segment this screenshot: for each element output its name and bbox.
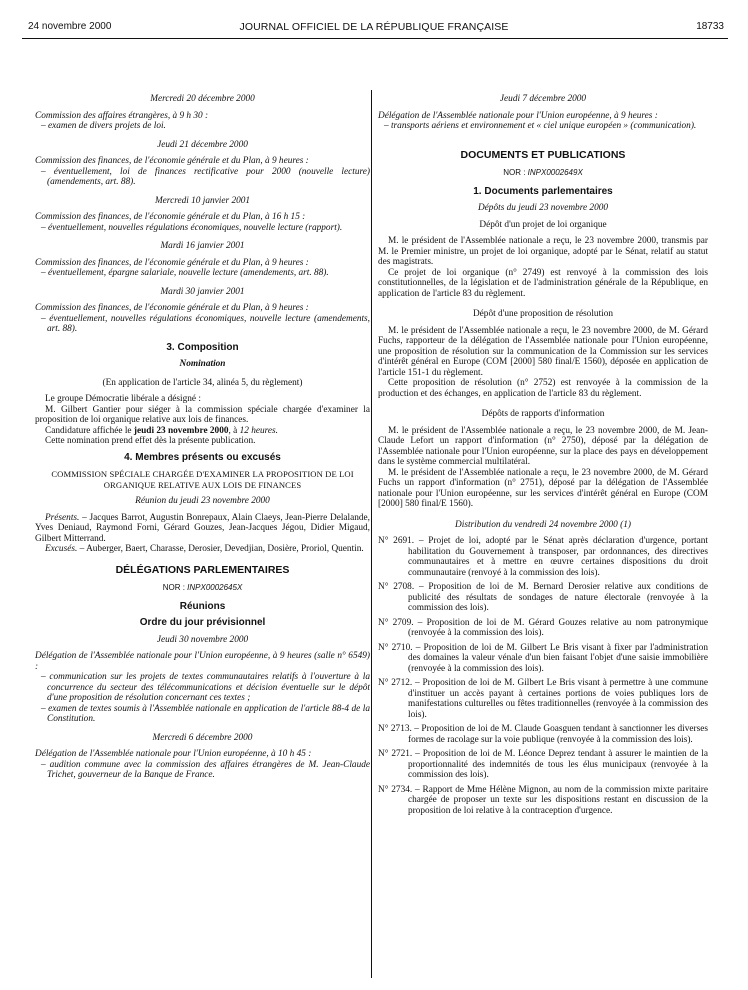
agenda-commission: Commission des finances, de l'économie générale et du Plan, à 9 heures :	[35, 303, 309, 313]
presents-list: – Jacques Barrot, Augustin Bonrepaux, Alain Claeys, Jean-Pierre Delalande, Yves Deniaud, Raymond Forni, Gérard Gouzes, Jean-Jacques Jégou, Didier Migaud, Gilbert Mitterrand.	[35, 512, 370, 544]
list-item: N° 2691. – Projet de loi, adopté par le Sénat après déclaration d'urgence, portant habilitation du Gouvernement à transposer, par ordonnances, des directives communautaires et à mettre en œuvre certaines dispositions du droit communautaire (renvoyé à la commission des lois).	[378, 536, 708, 578]
text: Candidature affichée le	[45, 425, 134, 436]
agenda-item: – éventuellement, loi de finances rectificative pour 2000 (nouvelle lecture) (amendements, art. 88).	[41, 166, 370, 187]
agenda-date: Mercredi 6 décembre 2000	[152, 732, 253, 743]
agenda-date: Mercredi 20 décembre 2000	[150, 94, 255, 104]
agenda-item: – audition commune avec la commission des affaires étrangères de M. Jean-Claude Trichet, gouverneur de la Banque de France.	[41, 759, 370, 780]
paragraph: Cette proposition de résolution (n° 2752) est renvoyée à la commission de la production et des échanges, en application de l'article 83 du règlement.	[378, 378, 708, 399]
nor-label: NOR :	[162, 583, 188, 592]
agenda-item: – examen de textes soumis à l'Assemblée nationale en application de l'article 88-4 de la Constitution.	[41, 703, 370, 724]
depot-title: Dépôts de rapports d'information	[481, 409, 605, 419]
depot-title: Dépôt d'un projet de loi organique	[479, 219, 607, 230]
subheading-reunions: Réunions	[179, 600, 226, 612]
journal-title: JOURNAL OFFICIEL DE LA RÉPUBLIQUE FRANÇAISE	[239, 21, 509, 33]
italic-time: 12 heures.	[239, 425, 278, 436]
distribution-list	[378, 536, 708, 816]
agenda-commission: Délégation de l'Assemblée nationale pour l'Union européenne, à 9 heures :	[378, 110, 658, 121]
nor-code: INPX0002645X	[187, 583, 243, 592]
section-heading-membres: 4. Membres présents ou excusés	[124, 451, 281, 463]
agenda-item: – éventuellement, nouvelles régulations économiques, nouvelle lecture (rapport).	[41, 222, 343, 233]
list-item: N° 2709. – Proposition de loi de M. Gérard Gouzes relative au nom patronymique (renvoyée à la commission des lois).	[378, 617, 708, 638]
agenda-section	[35, 287, 370, 335]
paragraph: M. le président de l'Assemblée nationale a reçu, le 23 novembre 2000, de M. Gérard Fuchs un rapport d'information (n° 2751), déposé par la délégation de l'Assemblée nationale pour l'Union européenne, sur les services d'intérêt général en Europe (COM [2000] 580 final/E 1560).	[378, 467, 708, 509]
nor-code: INPX0002649X	[527, 168, 583, 177]
bold-date: jeudi 23 novembre 2000	[133, 425, 229, 436]
list-item: N° 2734. – Rapport de Mme Hélène Mignon, au nom de la commission mixte paritaire chargée de proposer un texte sur les dispositions restant en discussion de la proposition de loi relative à la contraception d'urgence.	[378, 784, 708, 816]
list-item: N° 2710. – Proposition de loi de M. Gilbert Le Bris visant à fixer par l'administration des domaines la valeur vénale d'un bien faisant l'objet d'une saisie immobilière (renvoyée à la commission des lois).	[378, 642, 708, 674]
list-item: N° 2721. – Proposition de loi de M. Léonce Deprez tendant à assurer le maintien de la proportionnalité des indemnités de tous les élus municipaux (renvoyée à la commission des lois).	[378, 749, 708, 780]
reunion-date: Réunion du jeudi 23 novembre 2000	[135, 496, 270, 506]
agenda-section	[35, 635, 370, 725]
section-heading-documents: DOCUMENTS ET PUBLICATIONS	[460, 148, 626, 161]
agenda-item: – éventuellement, épargne salariale, nouvelle lecture (amendements, art. 88).	[41, 268, 329, 278]
agenda-commission: Commission des finances, de l'économie générale et du Plan, à 16 h 15 :	[35, 212, 306, 222]
agenda-commission: Commission des affaires étrangères, à 9 h 30 :	[35, 110, 209, 121]
page-header	[0, 0, 748, 50]
agenda-commission: Commission des finances, de l'économie générale et du Plan, à 9 heures :	[35, 257, 309, 268]
agenda-section	[378, 94, 708, 132]
subheading-documents-parlementaires: 1. Documents parlementaires	[473, 185, 613, 197]
agenda-date: Jeudi 21 décembre 2000	[157, 139, 248, 150]
agenda-date: Jeudi 30 novembre 2000	[156, 634, 249, 645]
article-reference: (En application de l'article 34, alinéa 5, du règlement)	[102, 377, 303, 388]
depot-title: Dépôt d'une proposition de résolution	[472, 309, 614, 319]
commission-title: COMMISSION SPÉCIALE CHARGÉE D'EXAMINER LA PROPOSITION DE LOI ORGANIQUE RELATIVE AUX LOIS DE FINANCES	[51, 469, 354, 490]
right-column	[378, 94, 708, 820]
section-heading-composition: 3. Composition	[166, 341, 239, 353]
presents-paragraph	[35, 513, 370, 545]
list-item: N° 2708. – Proposition de loi de M. Bernard Derosier relative aux conditions de publicité des résultats de sondages de nature électorale (renvoyée à la commission des lois).	[378, 582, 708, 613]
header-date: 24 novembre 2000	[28, 21, 112, 32]
distribution-date: Distribution du vendredi 24 novembre 2000 (1)	[455, 519, 631, 530]
paragraph: M. Gilbert Gantier pour siéger à la commission spéciale chargée d'examiner la proposition de loi organique relative aux lois de finances.	[35, 404, 370, 425]
agenda-item: – examen de divers projets de loi.	[41, 121, 166, 131]
subheading-nomination: Nomination	[179, 359, 226, 369]
subheading-ordre-du-jour: Ordre du jour prévisionnel	[139, 617, 266, 628]
agenda-date: Mardi 30 janvier 2001	[160, 286, 245, 297]
list-item: N° 2713. – Proposition de loi de M. Claude Goasguen tendant à sanctionner les diverses formes de racolage sur la voie publique (renvoyée à la commission des lois).	[378, 724, 708, 745]
agenda-date: Mardi 16 janvier 2001	[160, 241, 245, 251]
agenda-item: – communication sur les projets de textes communautaires relatifs à l'ouverture à la concurrence du secteur des télécommunications et décision éventuelle sur le dépôt d'une proposition de résolution concernant ces textes ;	[41, 672, 370, 703]
paragraph: M. le président de l'Assemblée nationale a reçu, le 23 novembre 2000, de M. Jean-Claude Lefort un rapport d'information (n° 2750), déposé par la délégation de l'Assemblée nationale pour l'Union européenne, sur la place des pays en développement dans le système commercial multilatéral.	[378, 425, 708, 467]
agenda-section	[35, 241, 370, 279]
agenda-commission: Commission des finances, de l'économie générale et du Plan, à 9 heures :	[35, 156, 309, 166]
nor-label: NOR :	[503, 168, 528, 177]
presents-label: Présents.	[45, 512, 80, 523]
agenda-commission: Délégation de l'Assemblée nationale pour l'Union européenne, à 10 h 45 :	[35, 749, 312, 759]
text: , à	[228, 425, 240, 436]
excuses-list: – Auberger, Baert, Charasse, Derosier, Devedjian, Dosière, Proriol, Quentin.	[77, 544, 364, 554]
agenda-date: Mercredi 10 janvier 2001	[154, 195, 251, 206]
agenda-section	[35, 733, 370, 781]
agenda-item: – éventuellement, nouvelles régulations économiques, nouvelle lecture (amendements, art. 88).	[41, 313, 370, 334]
left-column	[35, 94, 370, 789]
paragraph	[35, 426, 370, 437]
column-divider	[371, 90, 372, 978]
agenda-item: – transports aériens et environnement et « ciel unique européen » (communication).	[384, 121, 697, 131]
excuses-paragraph	[35, 544, 370, 555]
nor-reference	[35, 583, 370, 594]
paragraph: M. le président de l'Assemblée nationale a reçu, le 23 novembre 2000, transmis par M. le Premier ministre, un projet de loi organique, adopté par le Sénat, relatif au statut des magistrats.	[378, 236, 708, 267]
header-rule	[22, 38, 728, 39]
paragraph: Le groupe Démocratie libérale a désigné :	[45, 394, 201, 404]
page-number: 18733	[696, 21, 724, 32]
paragraph: Ce projet de loi organique (n° 2749) est renvoyé à la commission des lois constitutionnelles, de la législation et de l'administration générale de la République, en application de l'article 83 du règlement.	[378, 267, 708, 299]
agenda-section	[35, 196, 370, 234]
excuses-label: Excusés.	[45, 544, 78, 554]
paragraph: Cette nomination prend effet dès la présente publication.	[45, 436, 256, 446]
list-item: N° 2712. – Proposition de loi de M. Gilbert Le Bris visant à permettre à une commune d'instituer un accès payant à certaines portions de voies publiques lors de manifestations culturelles ou fêtes traditionnelles (renvoyée à la commission des lois).	[378, 678, 708, 720]
agenda-section	[35, 94, 370, 132]
nor-reference	[378, 168, 708, 179]
paragraph: M. le président de l'Assemblée nationale a reçu, le 23 novembre 2000, de M. Gérard Fuchs, rapporteur de la délégation de l'Assemblée nationale pour l'Union européenne, une proposition de résolution sur la communication de la Commission sur les services d'intérêt général en Europe (COM [2000] 580 final/E 1560), déposée en application de l'article 151-1 du règlement.	[378, 325, 708, 378]
agenda-date: Jeudi 7 décembre 2000	[499, 94, 587, 104]
section-heading-delegations: DÉLÉGATIONS PARLEMENTAIRES	[115, 563, 290, 576]
depots-date: Dépôts du jeudi 23 novembre 2000	[477, 203, 609, 213]
agenda-section	[35, 140, 370, 188]
agenda-commission: Délégation de l'Assemblée nationale pour l'Union européenne, à 9 heures (salle n° 6549) :	[35, 651, 370, 672]
